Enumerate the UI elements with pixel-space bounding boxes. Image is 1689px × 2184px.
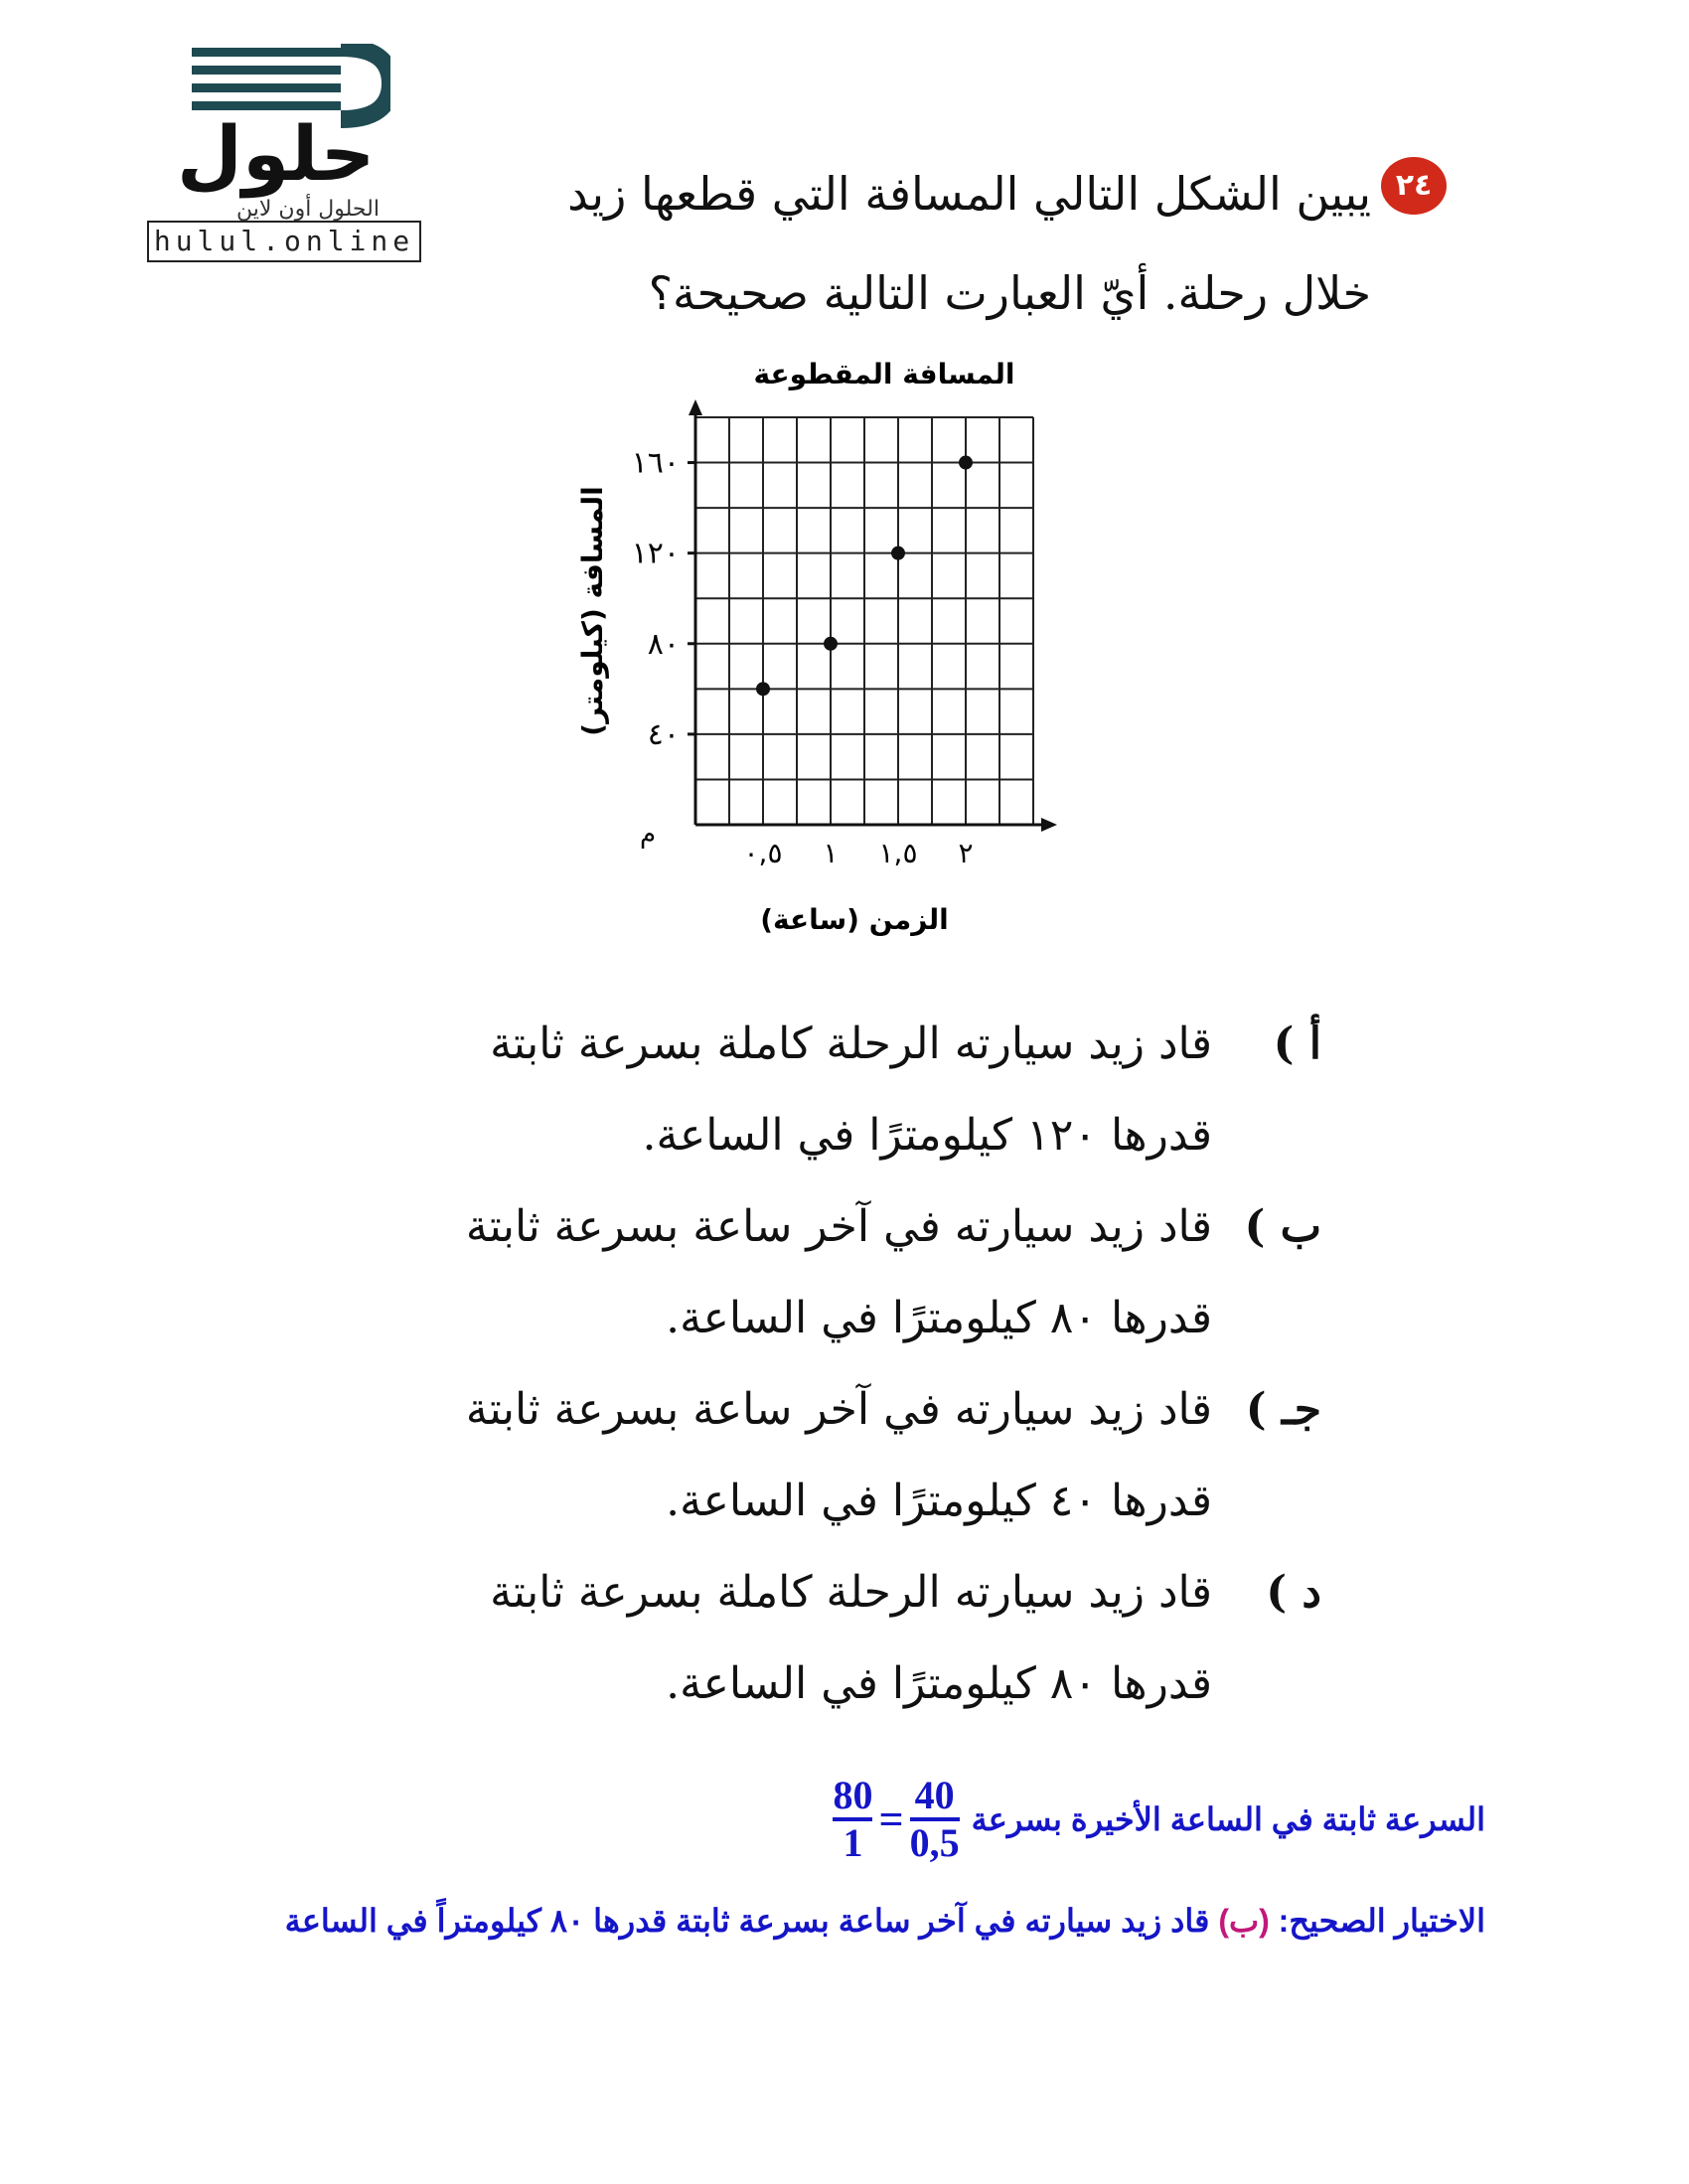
chart-title: المسافة المقطوعة — [753, 358, 1015, 390]
solution-equation — [833, 1774, 959, 1865]
option-letter: أ ) — [1273, 1018, 1321, 1069]
logo-wordmark: حلول — [177, 109, 376, 198]
y-tick-label: ١٦٠ — [631, 445, 680, 481]
chart-y-label: المسافة (كيلومتر) — [576, 486, 609, 736]
option-line-2: قدرها ٤٠ كيلومترًا في الساعة. — [666, 1476, 1212, 1526]
y-tick-label: ٤٠ — [647, 716, 680, 752]
answer-options — [348, 999, 1321, 1730]
data-point — [756, 682, 770, 696]
correct-answer — [194, 1893, 1485, 1949]
fraction-numerator: 80 — [833, 1773, 873, 1817]
answer-text: قاد زيد سيارته في آخر ساعة بسرعة ثابتة قدرها ٨٠ كيلومتراً في الساعة — [284, 1903, 1210, 1939]
data-point — [824, 637, 838, 651]
x-tick-label: ٠,٥ — [743, 837, 783, 869]
chart-axes — [689, 399, 1057, 832]
option-line-1: قاد زيد سيارته الرحلة كاملة بسرعة ثابتة — [490, 1567, 1212, 1618]
fraction-denominator: 0,5 — [909, 1820, 960, 1865]
fraction-80-over-1 — [833, 1774, 872, 1865]
y-axis-ticks — [632, 446, 695, 752]
distance-time-chart — [556, 348, 1252, 964]
x-tick-label: ٢ — [958, 837, 974, 869]
fraction-denominator: 1 — [843, 1820, 863, 1865]
option-letter: ب ) — [1244, 1201, 1321, 1252]
chart-grid — [695, 417, 1033, 825]
option-line-2: قدرها ٨٠ كيلومترًا في الساعة. — [666, 1293, 1212, 1343]
question-number-badge: ٢٤ — [1381, 157, 1447, 215]
x-axis-arrow — [1041, 818, 1057, 832]
option-letter: جـ ) — [1245, 1384, 1321, 1435]
hulul-logo — [147, 40, 445, 268]
y-tick-label: ١٢٠ — [631, 536, 680, 571]
option-line-1: قاد زيد سيارته في آخر ساعة بسرعة ثابتة — [465, 1201, 1212, 1252]
solution-text: السرعة ثابتة في الساعة الأخيرة بسرعة — [971, 1801, 1485, 1837]
option-b[interactable] — [348, 1181, 1321, 1364]
option-line-1: قاد زيد سيارته في آخر ساعة بسرعة ثابتة — [465, 1384, 1212, 1435]
chart-x-label: الزمن (ساعة) — [760, 903, 949, 936]
option-letter: د ) — [1266, 1567, 1321, 1618]
question-line-1: يبين الشكل التالي المسافة التي قطعها زيد — [567, 167, 1371, 221]
equals-sign: = — [878, 1794, 904, 1844]
fraction-numerator: 40 — [914, 1773, 955, 1817]
answer-label: الاختيار الصحيح: — [1278, 1903, 1485, 1939]
logo-url[interactable]: hulul.online — [147, 221, 421, 262]
fraction-40-over-0-5 — [910, 1774, 960, 1865]
option-line-2: قدرها ١٢٠ كيلومترًا في الساعة. — [642, 1110, 1212, 1161]
option-d[interactable] — [348, 1547, 1321, 1730]
data-point — [959, 456, 973, 470]
option-line-2: قدرها ٨٠ كيلومترًا في الساعة. — [666, 1658, 1212, 1709]
y-axis-arrow — [689, 399, 702, 415]
x-axis-ticks — [744, 837, 974, 869]
x-tick-label: ١ — [823, 837, 839, 869]
question-text — [477, 144, 1371, 343]
y-tick-label: ٨٠ — [647, 626, 680, 662]
data-point — [891, 546, 905, 560]
answer-letter: (ب) — [1218, 1903, 1270, 1939]
option-c[interactable] — [348, 1364, 1321, 1547]
chart-origin-label: م — [639, 820, 657, 850]
logo-subtitle: الحلول أون لاين — [236, 197, 380, 222]
option-line-1: قاد زيد سيارته الرحلة كاملة بسرعة ثابتة — [490, 1018, 1212, 1069]
solution-line — [833, 1774, 1485, 1865]
question-line-2: خلال رحلة. أيّ العبارت التالية صحيحة؟ — [648, 266, 1371, 320]
x-tick-label: ١,٥ — [878, 837, 918, 869]
option-a[interactable] — [348, 999, 1321, 1181]
